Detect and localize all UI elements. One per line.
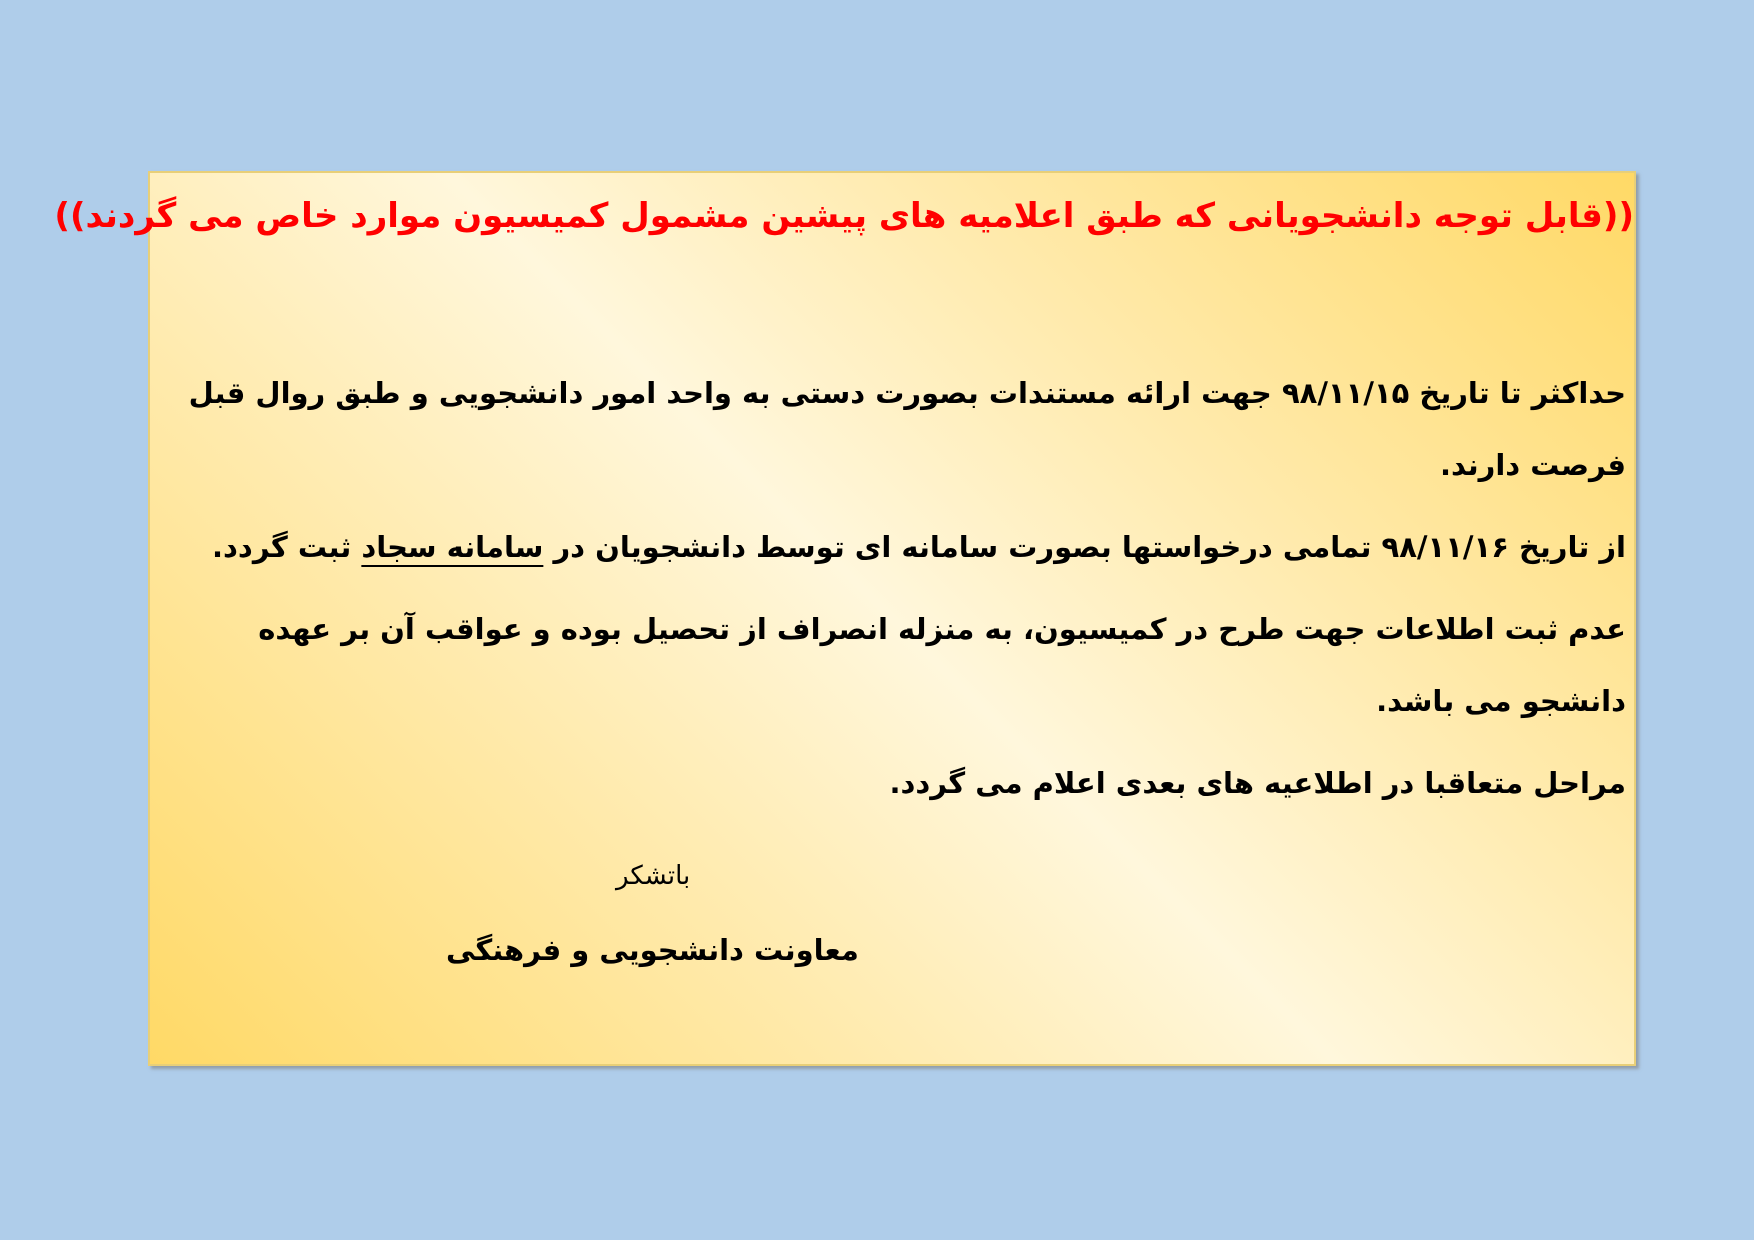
signature-department: معاونت دانشجویی و فرهنگی bbox=[446, 933, 859, 967]
paragraph-consequence: عدم ثبت اطلاعات جهت طرح در کمیسیون، به منزله انصراف از تحصیل بوده و عواقب آن بر عهده دانشجو می باشد. bbox=[258, 612, 1626, 718]
paragraph-online-registration-start: از تاریخ ۹۸/۱۱/۱۶ تمامی درخواستها بصورت سامانه ای توسط دانشجویان در bbox=[543, 530, 1626, 564]
paragraph-online-registration-end: ثبت گردد. bbox=[212, 530, 362, 564]
notice-title: ((قابل توجه دانشجویانی که طبق اعلامیه های پیشین مشمول کمیسیون موارد خاص می گردند)) bbox=[54, 196, 1634, 236]
paragraph-deadline: حداکثر تا تاریخ ۹۸/۱۱/۱۵ جهت ارائه مستندات بصورت دستی به واحد امور دانشجویی و طبق روال قبل فرصت دارند. bbox=[188, 376, 1626, 482]
notice-card bbox=[54, 171, 1636, 1066]
notice-body bbox=[158, 357, 1626, 819]
thanks-text: باتشکر bbox=[616, 861, 691, 891]
paragraph-next-steps: مراحل متعاقبا در اطلاعیه های بعدی اعلام می گردد. bbox=[889, 766, 1626, 800]
sajad-system-link-text: سامانه سجاد bbox=[361, 530, 544, 564]
paragraph-online-registration bbox=[158, 511, 1626, 583]
